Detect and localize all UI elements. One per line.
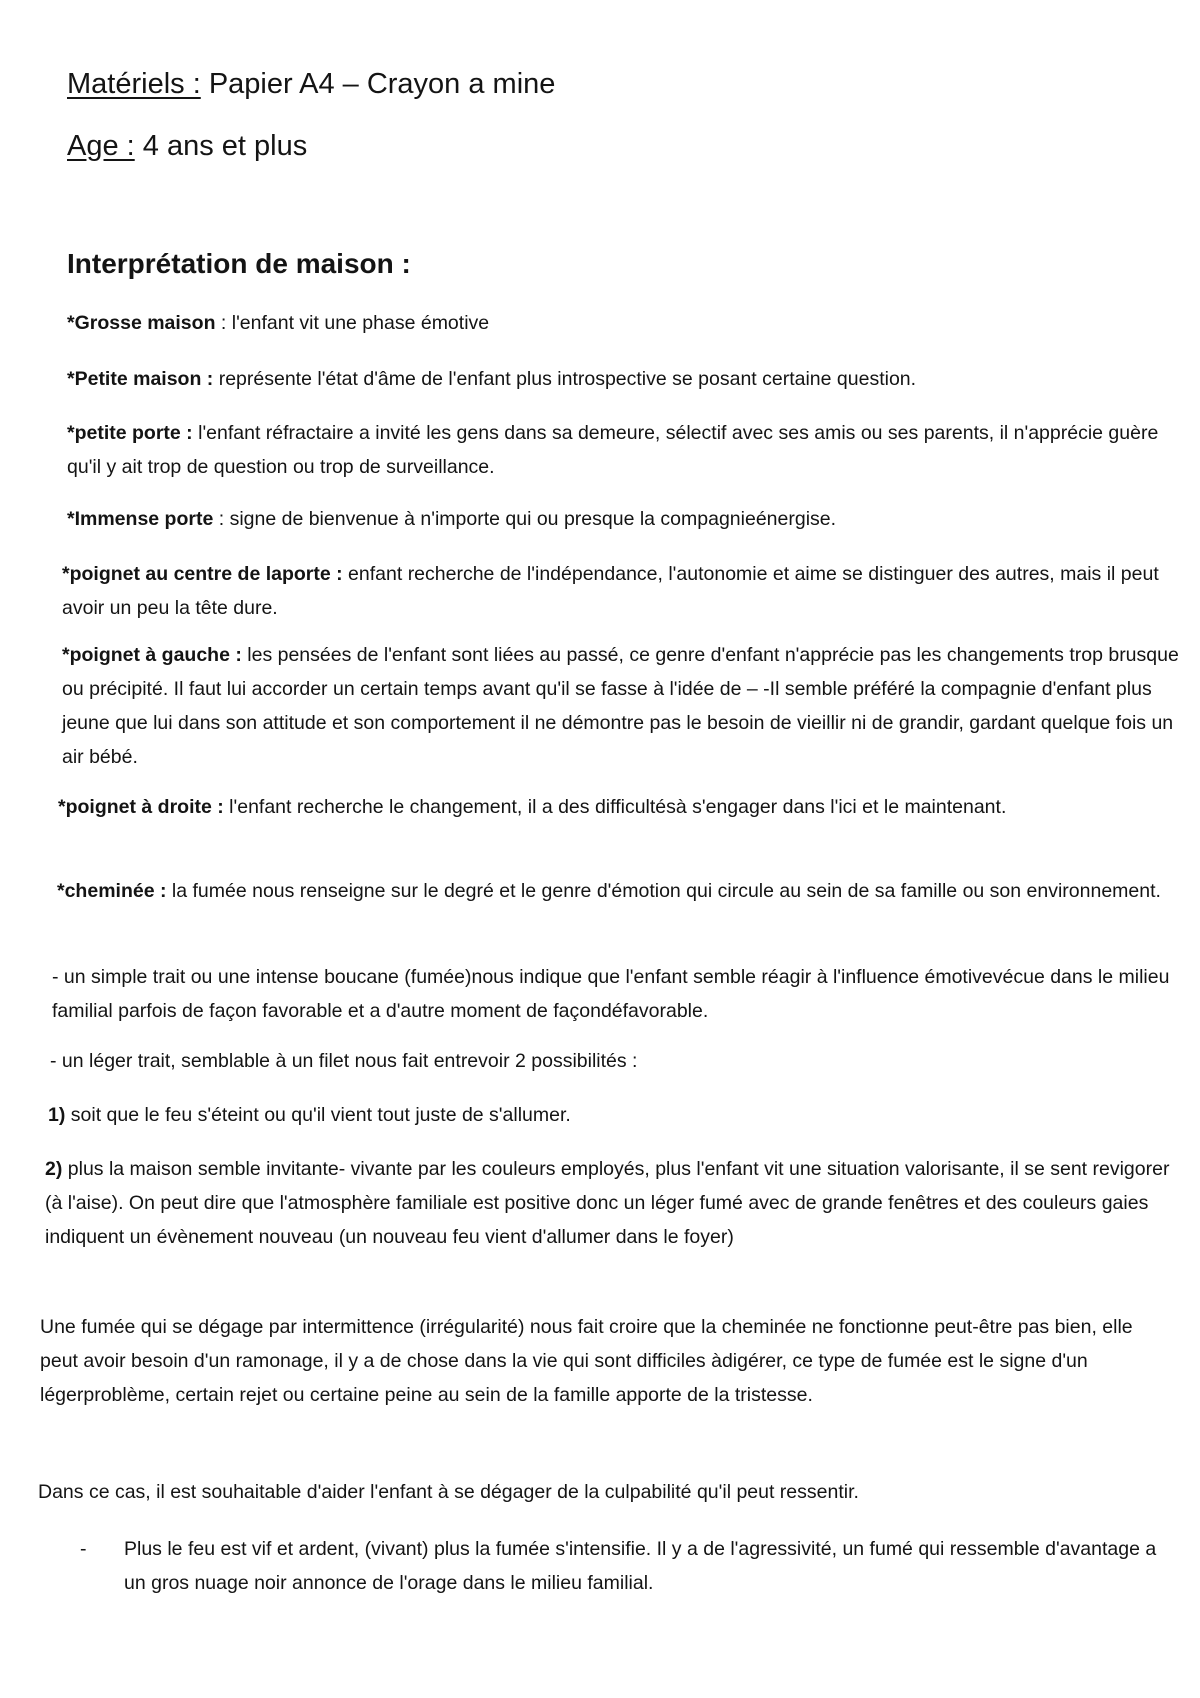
item-text: les pensées de l'enfant sont liées au passé, ce genre d'enfant n'apprécie pas les changements trop brusque ou précipité. Il faut lui accorder un certain temps avant qu'il se fasse à l'idée de – -Il semble préféré la compagnie d'enfant plus jeune que lui dans son attitude et son comportement il ne démontre pas le besoin de vieillir ni de grandir, gardant quelque fois un air bébé. <box>62 644 1179 768</box>
item-text: la fumée nous renseigne sur le degré et le genre d'émotion qui circule au sein de sa famille ou son environnement. <box>166 880 1161 902</box>
item-text: l'enfant recherche le changement, il a des difficultésà s'engager dans l'ici et le maintenant. <box>223 796 1007 818</box>
age-line <box>67 128 307 164</box>
possibility-number: 2) <box>45 1158 63 1180</box>
bullet-text: Plus le feu est vif et ardent, (vivant) plus la fumée s'intensifie. Il y a de l'agressivité, un fumé qui ressemble d'avantage a un gros nuage noir annonce de l'orage dans le milieu familial. <box>124 1538 1157 1594</box>
item-term: *Petite maison : <box>67 368 214 390</box>
age-label: Age : <box>67 130 135 162</box>
item-immense-porte <box>67 502 1192 536</box>
item-text: l'enfant réfractaire a invité les gens dans sa demeure, sélectif avec ses amis ou ses parents, il n'apprécie guère qu'il y ait trop de question ou trop de surveillance. <box>67 422 1159 478</box>
possibility-1 <box>48 1098 1173 1132</box>
smoke-simple-trait: - un simple trait ou une intense boucane (fumée)nous indique que l'enfant semble réagir à l'influence émotivevécue dans le milieu familial parfois de façon favorable et a d'autre moment de façondéfavorable. <box>52 966 1170 1022</box>
item-term: *poignet à gauche : <box>62 644 242 666</box>
item-text: enfant recherche de l'indépendance, l'autonomie et aime se distinguer des autres, mais il peut avoir un peu la tête dure. <box>62 563 1159 619</box>
materials-label: Matériels : <box>67 68 201 100</box>
possibility-text: plus la maison semble invitante- vivante par les couleurs employés, plus l'enfant vit une situation valorisante, il se sent revigorer (à l'aise). On peut dire que l'atmosphère familiale est positive donc un léger fumé avec de grande fenêtres et des couleurs gaies indiquent un évènement nouveau (un nouveau feu vient d'allumer dans le foyer) <box>45 1158 1170 1248</box>
item-term: *poignet à droite : <box>58 796 224 818</box>
materials-line <box>67 66 555 102</box>
bullet-dash: - <box>80 1538 87 1560</box>
item-poignet-droite <box>58 790 1183 824</box>
materials-value: Papier A4 – Crayon a mine <box>200 68 556 100</box>
item-term: *petite porte : <box>67 422 193 444</box>
age-value: 4 ans et plus <box>134 130 308 162</box>
possibility-text: soit que le feu s'éteint ou qu'il vient tout juste de s'allumer. <box>65 1104 571 1126</box>
section-title: Interprétation de maison : <box>67 248 411 279</box>
possibility-2 <box>45 1152 1170 1254</box>
item-poignet-centre <box>62 557 1187 625</box>
item-term: *poignet au centre de laporte : <box>62 563 343 585</box>
smoke-leger-trait: - un léger trait, semblable à un filet nous fait entrevoir 2 possibilités : <box>50 1050 638 1072</box>
item-petite-maison <box>67 362 1192 396</box>
item-poignet-gauche <box>62 638 1187 774</box>
item-term: *Grosse maison <box>67 312 216 334</box>
item-text: : l'enfant vit une phase émotive <box>215 312 490 334</box>
conclusion-paragraph: Dans ce cas, il est souhaitable d'aider l'enfant à se dégager de la culpabilité qu'il peut ressentir. <box>38 1481 859 1503</box>
item-petite-porte <box>67 416 1192 484</box>
item-term: *cheminée : <box>57 880 167 902</box>
item-text: représente l'état d'âme de l'enfant plus introspective se posant certaine question. <box>213 368 917 390</box>
item-cheminee <box>57 874 1182 908</box>
item-term: *Immense porte <box>67 508 214 530</box>
possibility-number: 1) <box>48 1104 66 1126</box>
item-grosse-maison <box>67 306 1192 340</box>
intermittent-smoke-paragraph: Une fumée qui se dégage par intermittence (irrégularité) nous fait croire que la cheminée ne fonctionne peut-être pas bien, elle peut avoir besoin d'un ramonage, il y a de chose dans la vie qui sont difficiles àdigérer, ce type de fumée est le signe d'un légerproblème, certain rejet ou certaine peine au sein de la famille apporte de la tristesse. <box>40 1316 1133 1406</box>
item-text: : signe de bienvenue à n'importe qui ou presque la compagnieénergise. <box>213 508 837 530</box>
